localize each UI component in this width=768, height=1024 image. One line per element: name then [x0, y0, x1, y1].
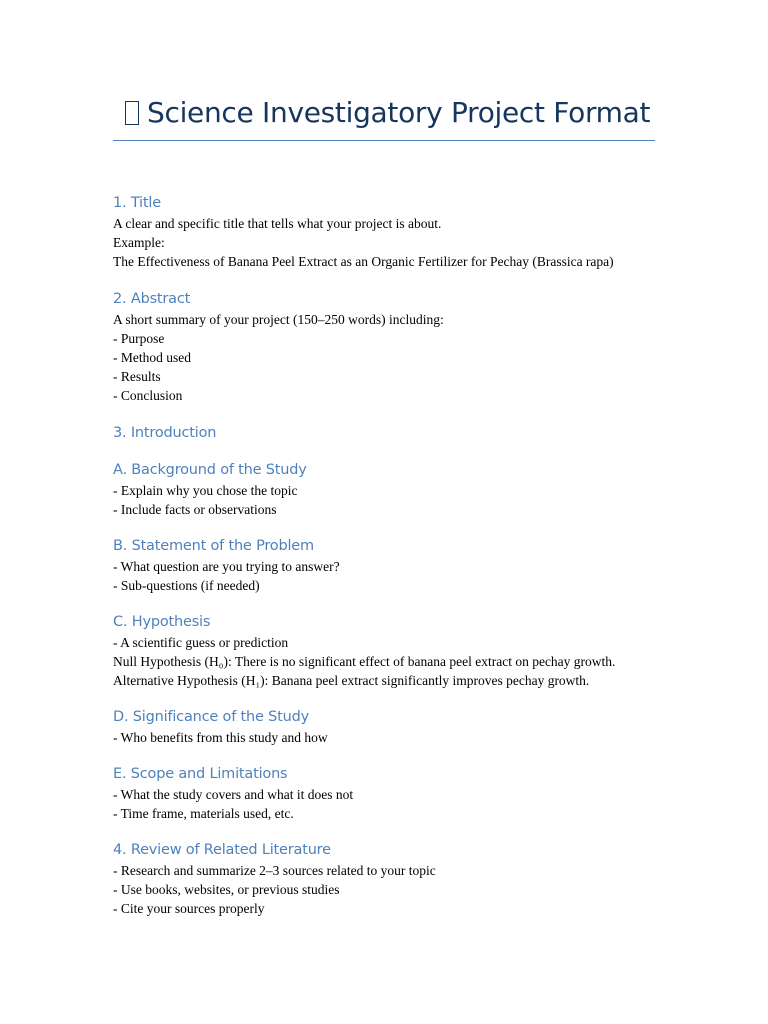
section-gap — [113, 595, 655, 612]
text-line: - A scientific guess or prediction — [113, 635, 289, 650]
section-heading: D. Significance of the Study — [113, 709, 309, 725]
text-line: The Effectiveness of Banana Peel Extract as an Organic Fertilizer for Pechay (Brassica rapa) — [113, 254, 614, 269]
text-line: - What question are you trying to answer? — [113, 559, 340, 574]
section-heading: C. Hypothesis — [113, 614, 211, 630]
text-line: - Sub-questions (if needed) — [113, 578, 260, 593]
section-gap — [113, 405, 655, 423]
section-heading: 3. Introduction — [113, 425, 217, 441]
text-line: - Results — [113, 369, 161, 384]
missing-glyph-icon — [125, 101, 139, 125]
text-line: Example: — [113, 235, 165, 250]
section — [113, 193, 655, 271]
text-line: - Who benefits from this study and how — [113, 730, 328, 745]
section-gap — [113, 519, 655, 536]
text-line: Alternative Hypothesis (H₁): Banana peel extract significantly improves pechay growth. — [113, 673, 590, 688]
document-title-text: Science Investigatory Project Format — [147, 96, 651, 129]
section — [113, 840, 655, 918]
section-heading: 2. Abstract — [113, 291, 191, 307]
text-line: - Explain why you chose the topic — [113, 483, 298, 498]
section-gap — [113, 747, 655, 764]
section-lines — [113, 557, 655, 595]
section-gap — [113, 823, 655, 840]
section-heading: 4. Review of Related Literature — [113, 842, 331, 858]
section-lines — [113, 785, 655, 823]
section — [113, 764, 655, 823]
section — [113, 460, 655, 519]
section-heading: 1. Title — [113, 195, 161, 211]
document-body — [113, 94, 655, 918]
section-lines — [113, 633, 655, 690]
section — [113, 612, 655, 690]
section-heading: A. Background of the Study — [113, 462, 307, 478]
text-line: - What the study covers and what it does not — [113, 787, 354, 802]
section-heading: B. Statement of the Problem — [113, 538, 314, 554]
section — [113, 536, 655, 595]
section-gap — [113, 690, 655, 707]
section-lines — [113, 728, 655, 747]
text-line: A clear and specific title that tells what your project is about. — [113, 216, 442, 231]
document-title — [113, 94, 655, 132]
section — [113, 707, 655, 747]
text-line: - Use books, websites, or previous studies — [113, 882, 340, 897]
text-line: - Time frame, materials used, etc. — [113, 806, 294, 821]
section-gap — [113, 443, 655, 460]
text-line: - Cite your sources properly — [113, 901, 265, 916]
title-block — [113, 94, 655, 141]
section — [113, 423, 655, 443]
section-lines — [113, 214, 655, 271]
text-line: - Research and summarize 2–3 sources related to your topic — [113, 863, 436, 878]
text-line: - Method used — [113, 350, 191, 365]
section-heading: E. Scope and Limitations — [113, 766, 288, 782]
text-line: - Include facts or observations — [113, 502, 277, 517]
section-lines — [113, 861, 655, 918]
sections-container — [113, 193, 655, 918]
section-lines — [113, 481, 655, 519]
section-gap — [113, 271, 655, 289]
text-line: Null Hypothesis (H₀): There is no significant effect of banana peel extract on pechay growth. — [113, 654, 616, 669]
text-line: - Conclusion — [113, 388, 183, 403]
text-line: - Purpose — [113, 331, 165, 346]
section-lines — [113, 310, 655, 405]
section — [113, 289, 655, 405]
text-line: A short summary of your project (150–250 words) including: — [113, 312, 444, 327]
